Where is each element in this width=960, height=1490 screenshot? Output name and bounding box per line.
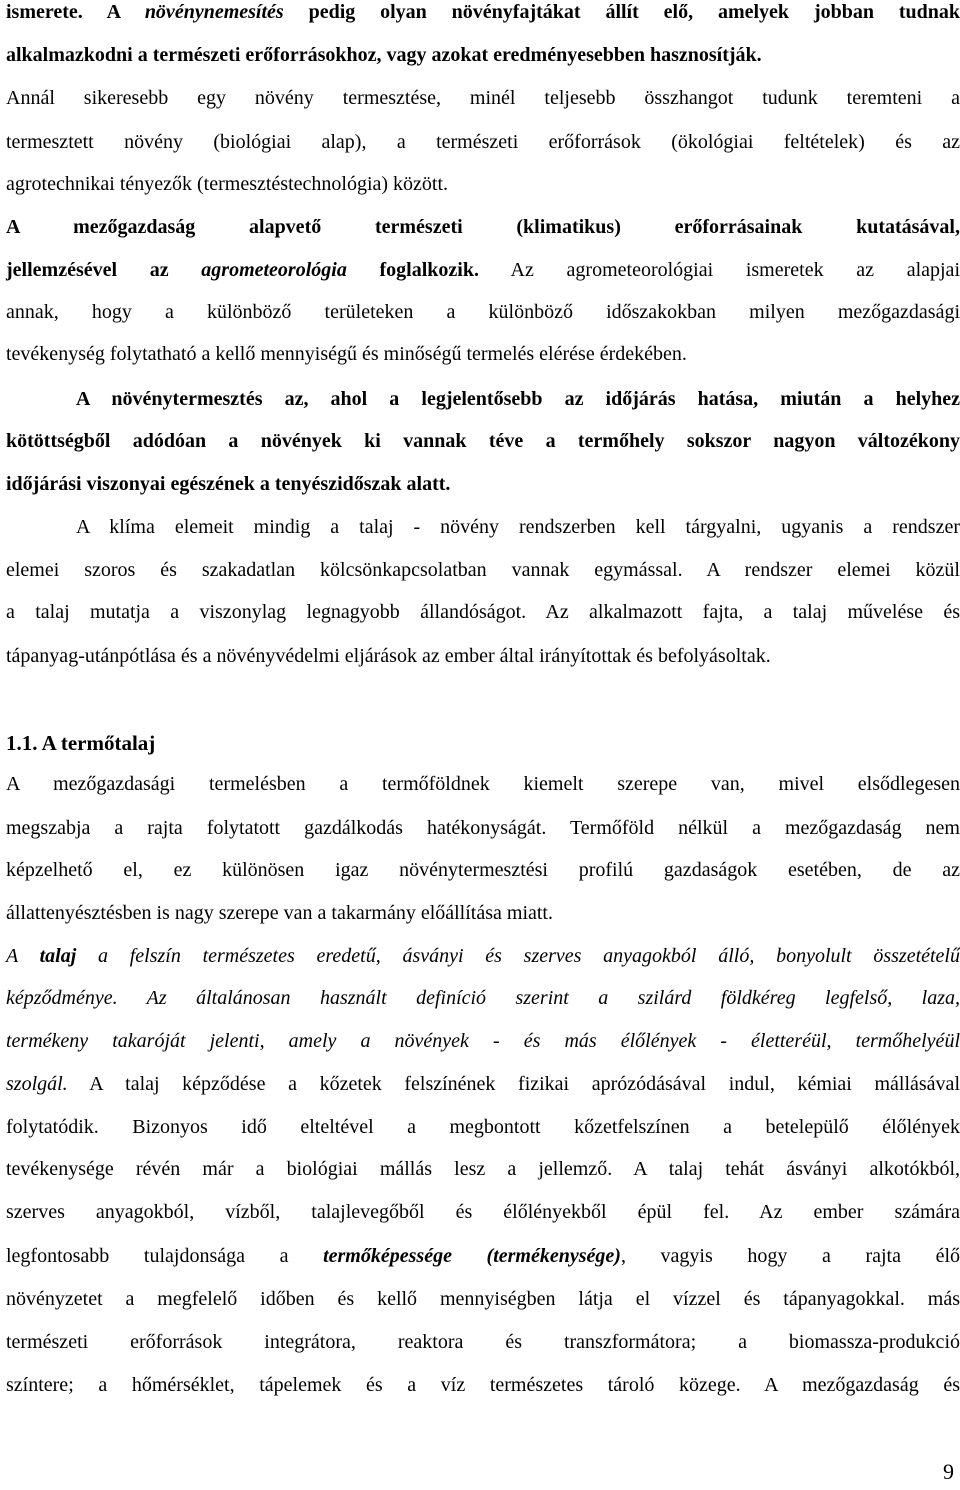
text-run: termőképessége (termékenysége) bbox=[323, 1245, 621, 1267]
text-run: termesztett növény (biológiai alap), a természeti erőforrások (ökológiai feltételek) és az bbox=[6, 131, 960, 153]
text-line bbox=[6, 1115, 960, 1139]
text-line bbox=[6, 130, 960, 154]
text-run: termékeny takaróját jelenti, amely a növények - és más élőlények - életteréül, termőhelyéül bbox=[6, 1030, 960, 1052]
text-run: növényzetet a megfelelő időben és kellő mennyiségben látja el vízzel és tápanyagokkal. más bbox=[6, 1288, 960, 1310]
section-heading bbox=[6, 731, 960, 755]
text-line bbox=[6, 901, 960, 925]
text-run: növénynemesítés bbox=[144, 1, 284, 23]
text-line bbox=[6, 558, 960, 582]
text-line bbox=[6, 1330, 960, 1354]
text-run: időjárási viszonyai egészének a tenyészidőszak alatt. bbox=[6, 473, 451, 495]
text-line bbox=[6, 816, 960, 840]
text-run: alkalmazkodni a természeti erőforrásokhoz, vagy azokat eredményesebben hasznosítják. bbox=[6, 44, 762, 66]
text-run: agrometeorológia bbox=[201, 259, 347, 281]
text-line bbox=[6, 1200, 960, 1224]
text-line bbox=[6, 0, 960, 24]
text-line bbox=[6, 1244, 960, 1268]
text-line bbox=[6, 258, 960, 282]
text-line bbox=[6, 1287, 960, 1311]
text-run: ismerete. A bbox=[6, 1, 145, 23]
text-line bbox=[6, 1373, 960, 1397]
text-run: színtere; a hőmérséklet, tápelemek és a víz természetes tároló közege. A mezőgazdaság és bbox=[6, 1374, 960, 1396]
text-run: a talaj mutatja a viszonylag legnagyobb állandóságot. Az alkalmazott fajta, a talaj művelése és bbox=[6, 601, 960, 623]
text-run: pedig olyan növényfajtákat állít elő, amelyek jobban tudnak bbox=[283, 1, 960, 23]
text-run: állattenyésztésben is nagy szerepe van a takarmány előállítása miatt. bbox=[6, 902, 553, 924]
text-line bbox=[6, 342, 960, 366]
text-run: szolgál. bbox=[6, 1073, 68, 1095]
text-line bbox=[6, 215, 960, 239]
text-line bbox=[6, 300, 960, 324]
text-run: képzelhető el, ez különösen igaz növénytermesztési profilú gazdaságok esetében, de az bbox=[6, 859, 960, 881]
text-line bbox=[6, 944, 960, 968]
text-run: A talaj képződése a kőzetek felszínének fizikai aprózódásával indul, kémiai mállásával bbox=[67, 1073, 960, 1095]
text-run: tevékenysége révén már a biológiai mállás lesz a jellemző. A talaj tehát ásványi alkotókból, bbox=[6, 1158, 960, 1180]
text-line bbox=[76, 515, 960, 539]
text-line bbox=[6, 858, 960, 882]
text-run: 1.1. A termőtalaj bbox=[6, 731, 156, 755]
text-run: jellemzésével az bbox=[6, 259, 202, 281]
text-run: képződménye. Az általánosan használt definíció szerint a szilárd földkéreg legfelső, laza, bbox=[6, 987, 960, 1009]
text-run: Az agrometeorológiai ismeretek az alapjai bbox=[478, 259, 960, 281]
text-line bbox=[6, 86, 960, 110]
text-run: kötöttségből adódóan a növények ki vannak téve a termőhely sokszor nagyon változékony bbox=[6, 430, 960, 452]
text-run: annak, hogy a különböző területeken a különböző időszakokban milyen mezőgazdasági bbox=[6, 301, 960, 323]
text-run: foglalkozik. bbox=[346, 259, 479, 281]
text-line bbox=[6, 172, 960, 196]
text-run: A mezőgazdasági termelésben a termőföldnek kiemelt szerepe van, mivel elsődlegesen bbox=[6, 773, 960, 795]
text-run: megszabja a rajta folytatott gazdálkodás hatékonyságát. Termőföld nélkül a mezőgazdaság nem bbox=[6, 817, 960, 839]
text-line bbox=[6, 986, 960, 1010]
text-run: agrotechnikai tényezők (termesztéstechnológia) között. bbox=[6, 173, 449, 195]
text-line bbox=[6, 472, 960, 496]
text-run: Annál sikeresebb egy növény termesztése, minél teljesebb összhangot tudunk teremteni a bbox=[6, 87, 960, 109]
text-line bbox=[6, 1029, 960, 1053]
text-line bbox=[6, 1072, 960, 1096]
text-run: szerves anyagokból, vízből, talajlevegőből és élőlényekből épül fel. Az ember számára bbox=[6, 1201, 960, 1223]
text-line bbox=[6, 772, 960, 796]
text-run: a felszín természetes eredetű, ásványi és szerves anyagokból álló, bonyolult összetételű bbox=[76, 945, 960, 967]
text-run: folytatódik. Bizonyos idő elteltével a megbontott kőzetfelszínen a betelepülő élőlények bbox=[6, 1116, 960, 1138]
text-run: tápanyag-utánpótlása és a növényvédelmi eljárások az ember által irányítottak és befolyásoltak. bbox=[6, 645, 771, 667]
text-run: tevékenység folytatható a kellő mennyiségű és minőségű termelés elérése érdekében. bbox=[6, 343, 687, 365]
text-line bbox=[6, 43, 960, 67]
text-run: elemei szoros és szakadatlan kölcsönkapcsolatban vannak egymással. A rendszer elemei közül bbox=[6, 559, 960, 581]
text-line bbox=[6, 644, 960, 668]
page-number: 9 bbox=[943, 1459, 954, 1484]
text-line bbox=[76, 387, 960, 411]
text-run: természeti erőforrások integrátora, reaktora és transzformátora; a biomassza-produkció bbox=[6, 1331, 960, 1353]
text-line bbox=[6, 429, 960, 453]
text-run: talaj bbox=[39, 945, 77, 967]
text-run: A klíma elemeit mindig a talaj - növény rendszerben kell tárgyalni, ugyanis a rendszer bbox=[76, 516, 960, 538]
text-run: , vagyis hogy a rajta élő bbox=[620, 1245, 960, 1267]
text-line bbox=[6, 600, 960, 624]
text-run: A bbox=[6, 945, 40, 967]
text-run: A mezőgazdaság alapvető természeti (klimatikus) erőforrásainak kutatásával, bbox=[6, 216, 960, 238]
text-line bbox=[6, 1157, 960, 1181]
text-run: A növénytermesztés az, ahol a legjelentősebb az időjárás hatása, miután a helyhez bbox=[76, 388, 960, 410]
text-run: legfontosabb tulajdonsága a bbox=[6, 1245, 324, 1267]
